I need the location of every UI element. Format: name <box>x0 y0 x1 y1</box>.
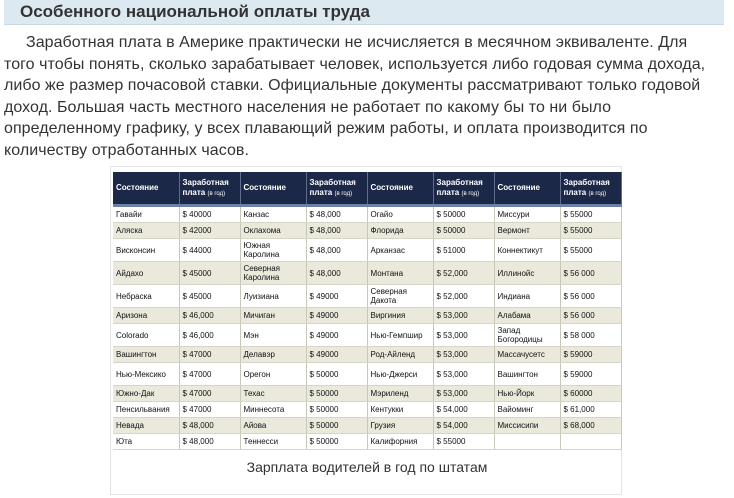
salary-cell: $ 51000 <box>433 239 494 262</box>
table-row <box>113 386 621 402</box>
salary-cell: $ 45000 <box>179 285 240 308</box>
salary-table-figure <box>110 166 622 495</box>
state-cell: Нью-Джерси <box>367 363 433 386</box>
salary-cell: $ 42000 <box>179 223 240 239</box>
salary-cell: $ 53,000 <box>433 324 494 347</box>
salary-cell: $ 60000 <box>560 386 621 402</box>
state-cell: Мэриленд <box>367 386 433 402</box>
table-row <box>113 402 621 418</box>
table-row <box>113 434 621 450</box>
state-cell: Нью-Гемпшир <box>367 324 433 347</box>
header-state: Состояние <box>240 172 306 206</box>
salary-cell: $ 49000 <box>306 308 367 324</box>
state-cell: Юта <box>113 434 179 450</box>
state-cell: Вашингтон <box>494 363 560 386</box>
state-cell: Кентукки <box>367 402 433 418</box>
state-cell: Оклахома <box>240 223 306 239</box>
state-cell: Коннектикут <box>494 239 560 262</box>
state-cell: Вермонт <box>494 223 560 239</box>
table-header-row <box>113 172 621 206</box>
salary-cell: $ 46,000 <box>179 308 240 324</box>
state-cell: Запад Богородицы <box>494 324 560 347</box>
salary-cell: $ 56 000 <box>560 308 621 324</box>
state-cell: Северная Дакота <box>367 285 433 308</box>
state-cell: Техас <box>240 386 306 402</box>
state-cell: Вайоминг <box>494 402 560 418</box>
state-cell: Colorado <box>113 324 179 347</box>
salary-cell: $ 48,000 <box>179 418 240 434</box>
table-row <box>113 324 621 347</box>
state-cell: Грузия <box>367 418 433 434</box>
salary-cell: $ 46,000 <box>179 324 240 347</box>
salary-cell: $ 53,000 <box>433 386 494 402</box>
header-state: Состояние <box>367 172 433 206</box>
figure-caption: Зарплата водителей в год по штатам <box>246 459 488 475</box>
state-cell: Айдахо <box>113 262 179 285</box>
salary-cell: $ 56 000 <box>560 262 621 285</box>
salary-cell: $ 55000 <box>433 434 494 450</box>
salary-cell: $ 48,000 <box>306 223 367 239</box>
state-cell: Род-Айленд <box>367 347 433 363</box>
salary-cell: $ 45000 <box>179 262 240 285</box>
salary-cell <box>560 434 621 450</box>
state-cell: Луизиана <box>240 285 306 308</box>
state-cell: Мэн <box>240 324 306 347</box>
state-cell: Монтана <box>367 262 433 285</box>
state-cell <box>494 434 560 450</box>
salary-cell: $ 55000 <box>560 206 621 223</box>
header-pay-note: (в год) <box>588 190 607 197</box>
salary-cell: $ 50000 <box>306 434 367 450</box>
salary-cell: $ 50000 <box>433 206 494 223</box>
table-row <box>113 262 621 285</box>
salary-cell: $ 59000 <box>560 347 621 363</box>
salary-cell: $ 50000 <box>433 223 494 239</box>
salary-cell: $ 52,000 <box>433 285 494 308</box>
table-body <box>113 206 621 450</box>
salary-cell: $ 61,000 <box>560 402 621 418</box>
state-cell: Айова <box>240 418 306 434</box>
salary-cell: $ 40000 <box>179 206 240 223</box>
article-paragraph: Заработная плата в Америке практически не исчисляется в месячном эквиваленте. Для того чтобы понять, сколько зарабатывает человек, используется либо годовая сумма дохода, либо же размер почасовой ставки. Официальные документы рассматривают только годовой доход. Большая часть местного населения не работает по какому бы то ни было определенному графику, у всех плавающий режим работы, и оплата производится по количеству отработанных часов. <box>4 34 706 159</box>
state-cell: Висконсин <box>113 239 179 262</box>
state-cell: Алабама <box>494 308 560 324</box>
state-cell: Делавэр <box>240 347 306 363</box>
state-cell: Массачусетс <box>494 347 560 363</box>
state-cell: Южная Каролина <box>240 239 306 262</box>
header-pay <box>306 172 367 206</box>
salary-cell: $ 47000 <box>179 402 240 418</box>
header-pay-label: Заработная плата <box>182 177 229 197</box>
salary-cell: $ 49000 <box>306 324 367 347</box>
state-cell: Теннесси <box>240 434 306 450</box>
header-pay-label: Заработная плата <box>563 177 610 197</box>
state-cell: Арканзас <box>367 239 433 262</box>
salary-cell: $ 48,000 <box>179 434 240 450</box>
state-cell: Мичиган <box>240 308 306 324</box>
state-cell: Виргиния <box>367 308 433 324</box>
salary-cell: $ 49000 <box>306 347 367 363</box>
table-row <box>113 206 621 223</box>
table-row <box>113 308 621 324</box>
salary-cell: $ 59000 <box>560 363 621 386</box>
table-row <box>113 363 621 386</box>
state-cell: Аризона <box>113 308 179 324</box>
state-cell: Миннесота <box>240 402 306 418</box>
salary-cell: $ 58 000 <box>560 324 621 347</box>
state-cell: Канзас <box>240 206 306 223</box>
salary-cell: $ 48,000 <box>306 206 367 223</box>
state-cell: Небраска <box>113 285 179 308</box>
state-cell: Миссури <box>494 206 560 223</box>
salary-cell: $ 53,000 <box>433 308 494 324</box>
salary-cell: $ 48,000 <box>306 239 367 262</box>
section-heading-bar <box>4 0 724 25</box>
state-cell: Южно-Дак <box>113 386 179 402</box>
salary-cell: $ 50000 <box>306 418 367 434</box>
state-cell: Пенсильвания <box>113 402 179 418</box>
header-pay-label: Заработная плата <box>309 177 356 197</box>
salary-cell: $ 52,000 <box>433 262 494 285</box>
table-row <box>113 285 621 308</box>
salary-cell: $ 56 000 <box>560 285 621 308</box>
salary-cell: $ 53,000 <box>433 347 494 363</box>
salary-cell: $ 54,000 <box>433 418 494 434</box>
table-row <box>113 347 621 363</box>
section-heading: Особенного национальной оплаты труда <box>20 2 370 21</box>
table-row <box>113 418 621 434</box>
header-state: Состояние <box>494 172 560 206</box>
state-cell: Северная Каролина <box>240 262 306 285</box>
salary-cell: $ 48,000 <box>306 262 367 285</box>
salary-cell: $ 49000 <box>306 285 367 308</box>
state-cell: Орегон <box>240 363 306 386</box>
state-cell: Невада <box>113 418 179 434</box>
salary-cell: $ 54,000 <box>433 402 494 418</box>
salary-cell: $ 53,000 <box>433 363 494 386</box>
state-cell: Аляска <box>113 223 179 239</box>
salary-cell: $ 50000 <box>306 363 367 386</box>
state-cell: Гавайи <box>113 206 179 223</box>
salary-cell: $ 55000 <box>560 239 621 262</box>
state-cell: Флорида <box>367 223 433 239</box>
header-pay <box>179 172 240 206</box>
header-pay-note: (в год) <box>207 190 226 197</box>
salary-cell: $ 44000 <box>179 239 240 262</box>
header-pay-note: (в год) <box>334 190 353 197</box>
table-row <box>113 223 621 239</box>
table-row <box>113 239 621 262</box>
state-cell: Огайо <box>367 206 433 223</box>
state-cell: Миссисипи <box>494 418 560 434</box>
state-cell: Вашингтон <box>113 347 179 363</box>
header-pay-label: Заработная плата <box>436 177 483 197</box>
salary-by-state-table <box>113 172 622 450</box>
salary-cell: $ 47000 <box>179 386 240 402</box>
salary-cell: $ 47000 <box>179 363 240 386</box>
salary-cell: $ 50000 <box>306 402 367 418</box>
salary-cell: $ 55000 <box>560 223 621 239</box>
salary-cell: $ 50000 <box>306 386 367 402</box>
state-cell: Иллинойс <box>494 262 560 285</box>
state-cell: Нью-Мексико <box>113 363 179 386</box>
salary-cell: $ 47000 <box>179 347 240 363</box>
header-state: Состояние <box>113 172 179 206</box>
state-cell: Нью-Йорк <box>494 386 560 402</box>
header-pay-note: (в год) <box>461 190 480 197</box>
header-pay <box>560 172 621 206</box>
state-cell: Индиана <box>494 285 560 308</box>
state-cell: Калифорния <box>367 434 433 450</box>
header-pay <box>433 172 494 206</box>
salary-cell: $ 68,000 <box>560 418 621 434</box>
